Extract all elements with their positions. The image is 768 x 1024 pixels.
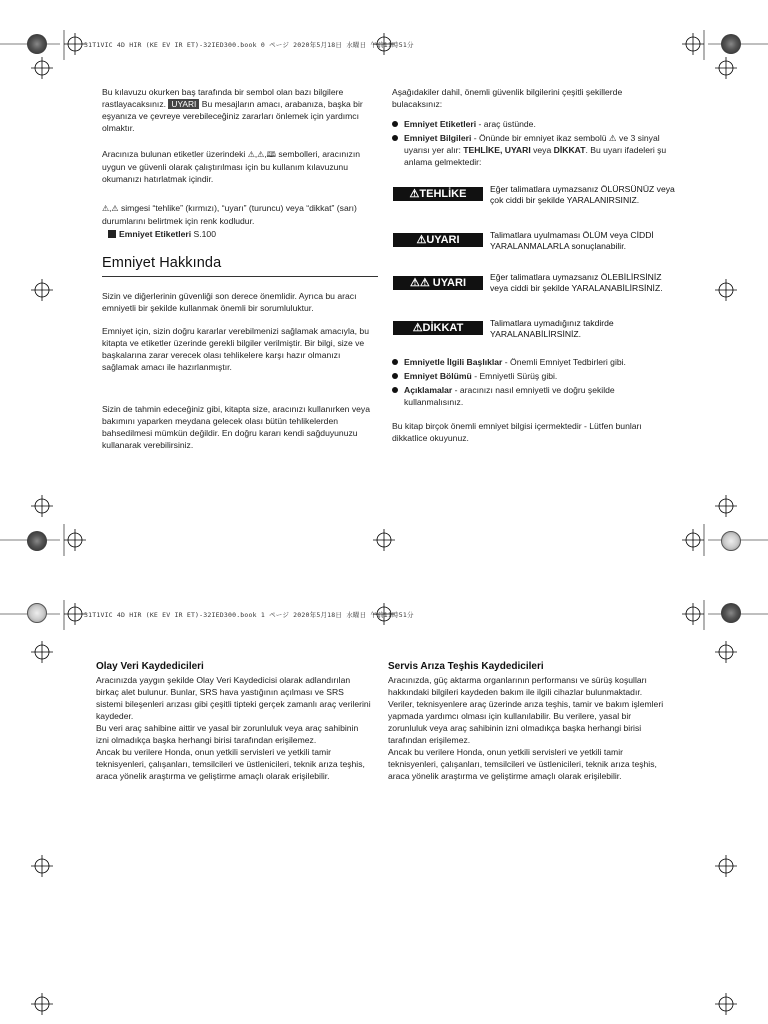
event-recorder-body xyxy=(96,674,372,782)
bullet-text: - Önemli Emniyet Tedbirleri gibi. xyxy=(502,357,626,367)
intro-text: Bu kılavuzu okurken baş tarafında bir sembol olan bazı bilgilere rastlayacaksınız. xyxy=(102,87,344,109)
bullet-icon xyxy=(392,373,398,379)
color-target-disc xyxy=(721,531,741,551)
bullet-instructions xyxy=(392,384,662,408)
warning-symbols-icon: ⚠,⚠,🕮 xyxy=(247,150,276,159)
labels-text: sembolleri, aracınızın uygun ve güvenli olarak çalıştırılması için bu kullanım kılavuzunu okumanızı hatırlatmak içindir. xyxy=(102,149,360,184)
service-recorder-body xyxy=(388,674,664,782)
event-recorder-p1: Aracınızda yaygın şekilde Olay Veri Kaydedicisi olarak adlandırılan birkaç alet bulunur. Bunlar, SRS hava yastığının açılması ve SRS sistemi bileşenleri arızası gibi çeşitli tipteki gerçek zamanlı araç verilerini kaydeder. xyxy=(96,675,371,721)
color-target-disc xyxy=(27,603,47,623)
warning-symbols-icon: ⚠,⚠ xyxy=(102,204,119,213)
event-recorder-p3: Ancak bu verilere Honda, onun yetkili servisleri ve yetkili tamir teknisyenleri, çalışanları, temsilcileri ve üstlenicileri, teknik arıza teşhis, araca yönelik araştırma ve geliştirme amaçlı olarak erişilebilir. xyxy=(96,747,365,781)
labels-paragraph xyxy=(102,148,378,185)
signal-badge-warning-double: ⚠⚠ UYARI xyxy=(393,276,483,290)
bullet-icon xyxy=(392,359,398,365)
bullet-text: . Bu uyarı ifadeleri şu anlama gelmektedir: xyxy=(404,145,667,167)
reference-icon xyxy=(108,230,116,238)
bullet-label: Emniyet Bölümü xyxy=(404,371,472,381)
color-target-disc xyxy=(27,531,47,551)
bullet-text: - araç üstünde. xyxy=(476,119,536,129)
bullet-icon xyxy=(392,121,398,127)
reference-page: S.100 xyxy=(191,229,216,239)
service-recorder-title: Servis Arıza Teşhis Kaydedicileri xyxy=(388,661,544,672)
signal-desc-caution: Talimatlara uymadığınız takdirde YARALANABİLİRSİNİZ. xyxy=(490,318,614,339)
bullet-label: Emniyet Etiketleri xyxy=(404,119,477,129)
signal-desc-warning-double: Eğer talimatlara uymazsanız ÖLEBİLİRSİNİZ veya ciddi bir şekilde YARALANABİLİRSİNİZ. xyxy=(490,272,663,293)
service-recorder-p1: Aracınızda, güç aktarma organlarının performansı ve sürüş koşulları hakkındaki bilgileri kaydeden bakım ile ilgili cihazlar bulunmaktadır. Veriler, teknisyenlere araç üzerinde arıza teşhis, tamir ve bakım işlemleri yapmada yardımcı olması için kullanılabilir. Bu verilere, yasal bir zorunluluk veya araç sahibinin izni olmadıkça başka herhangi birisi tarafından erişilemez. xyxy=(388,675,664,745)
safety-paragraph-3: Sizin de tahmin edeceğiniz gibi, kitapta size, aracınızı kullanırken veya bakımını yaparken meydana gelecek olası bütün tehlikelerden bahsedilmesi mümkün değildir. En doğru kararı kendi sağduyunuzu kullanarak verebilirsiniz. xyxy=(102,404,370,450)
signal-desc-warning: Talimatlara uyulmaması ÖLÜM veya CİDDİ YARALANMALARLA sonuçlanabilir. xyxy=(490,230,654,251)
signal-badge-warning: ⚠UYARI xyxy=(393,233,483,247)
color-target-disc xyxy=(721,34,741,54)
signal-badge-caution: ⚠DİKKAT xyxy=(393,321,483,335)
event-recorder-p2: Bu veri araç sahibine aittir ve yasal bir zorunluluk veya araç sahibinin izni olmadıkça başka herhangi birisi tarafından erişilemez. xyxy=(96,723,359,745)
event-recorder-title: Olay Veri Kaydedicileri xyxy=(96,661,204,672)
safety-paragraph-1: Sizin ve diğerlerinin güvenliği son derece önemlidir. Ayrıca bu aracı emniyetli bir şekilde kullanmak önemli bir sorumluluktur. xyxy=(102,291,357,313)
bullet-text: - aracınızı nasıl emniyetli ve doğru şekilde kullanmalısınız. xyxy=(404,385,615,407)
service-recorder-p2: Ancak bu verilere Honda, onun yetkili servisleri ve yetkili tamir teknisyenleri, çalışanları, temsilcileri ve üstlenicileri, teknik arıza teşhis, araca yönelik araştırma ve geliştirme amaçlı olarak erişilebilir. xyxy=(388,747,657,781)
intro-paragraph xyxy=(102,86,378,134)
bullet-label: Açıklamalar xyxy=(404,385,453,395)
signal-word-caution: DİKKAT xyxy=(553,145,586,155)
print-slug: 31T1VIC 4D HIR (KE EV IR ET)-32IED300.book 0 ページ 2020年5月18日 水曜日 午前11時51分 xyxy=(84,41,414,49)
section-title: Emniyet Hakkında xyxy=(102,255,222,271)
intro-text: Bu mesajların amacı, arabanıza, başka bir eşyanıza ve çevreye verebileceğiniz zararları önlemek için yardımcı olmaktır. xyxy=(102,99,363,133)
title-divider xyxy=(102,276,378,277)
color-code-paragraph xyxy=(102,202,378,227)
color-target-disc xyxy=(721,603,741,623)
bullet-safety-headings xyxy=(392,356,676,368)
bullet-text: veya xyxy=(530,145,554,155)
color-target-disc xyxy=(27,34,47,54)
bullet-icon xyxy=(392,135,398,141)
cross-reference[interactable] xyxy=(108,228,216,240)
color-code-text: simgesi “tehlike” (kırmızı), “uyarı” (turuncu) veya “dikkat” (sarı) durumlarını belirtmek için renk kodludur. xyxy=(102,203,357,226)
safety-paragraph-2: Emniyet için, sizin doğru kararlar verebilmenizi sağlamak amacıyla, bu kitapta ve etiketler üzerinde gerekli bilgiler verilmiştir. Bir bilgi, size ve başkalarına zarar verecek olası tehlikelere karşı hazır olmanızı sağlamak amacı ile hazırlanmıştır. xyxy=(102,326,369,372)
bullet-label: Emniyetle İlgili Başlıklar xyxy=(404,357,503,367)
reference-label: Emniyet Etiketleri xyxy=(119,229,192,239)
bullet-safety-info xyxy=(392,132,676,168)
signal-badge-danger: ⚠TEHLİKE xyxy=(393,187,483,201)
bullet-safety-section xyxy=(392,370,676,382)
print-slug: 31T1VIC 4D HIR (KE EV IR ET)-32IED300.book 1 ページ 2020年5月18日 水曜日 午前11時51分 xyxy=(84,611,414,619)
bullet-label: Emniyet Bilgileri xyxy=(404,133,472,143)
labels-text: Aracınıza bulunan etiketler üzerindeki xyxy=(102,149,246,159)
signal-words: TEHLİKE, UYARI xyxy=(463,145,531,155)
warning-icon: ⚠ xyxy=(608,133,617,143)
bullet-safety-labels xyxy=(392,118,676,130)
uyari-badge: UYARI xyxy=(168,99,199,109)
bullet-text: - Önünde bir emniyet ikaz sembolü xyxy=(471,133,609,143)
right-intro: Aşağıdakiler dahil, önemli güvenlik bilgilerini çeşitli şekillerde bulacaksınız: xyxy=(392,87,623,109)
bullet-text: ve 3 sinyal uyarısı yer alır: xyxy=(404,133,660,155)
signal-desc-danger: Eğer talimatlara uymazsanız ÖLÜRSÜNÜZ veya çok ciddi bir şekilde YARALANIRSINIZ. xyxy=(490,184,675,205)
bullet-text: - Emniyetli Sürüş gibi. xyxy=(471,371,558,381)
closing-paragraph: Bu kitap birçok önemli emniyet bilgisi içermektedir - Lütfen bunları dikkatlice okuyunuz. xyxy=(392,421,642,443)
bullet-icon xyxy=(392,387,398,393)
